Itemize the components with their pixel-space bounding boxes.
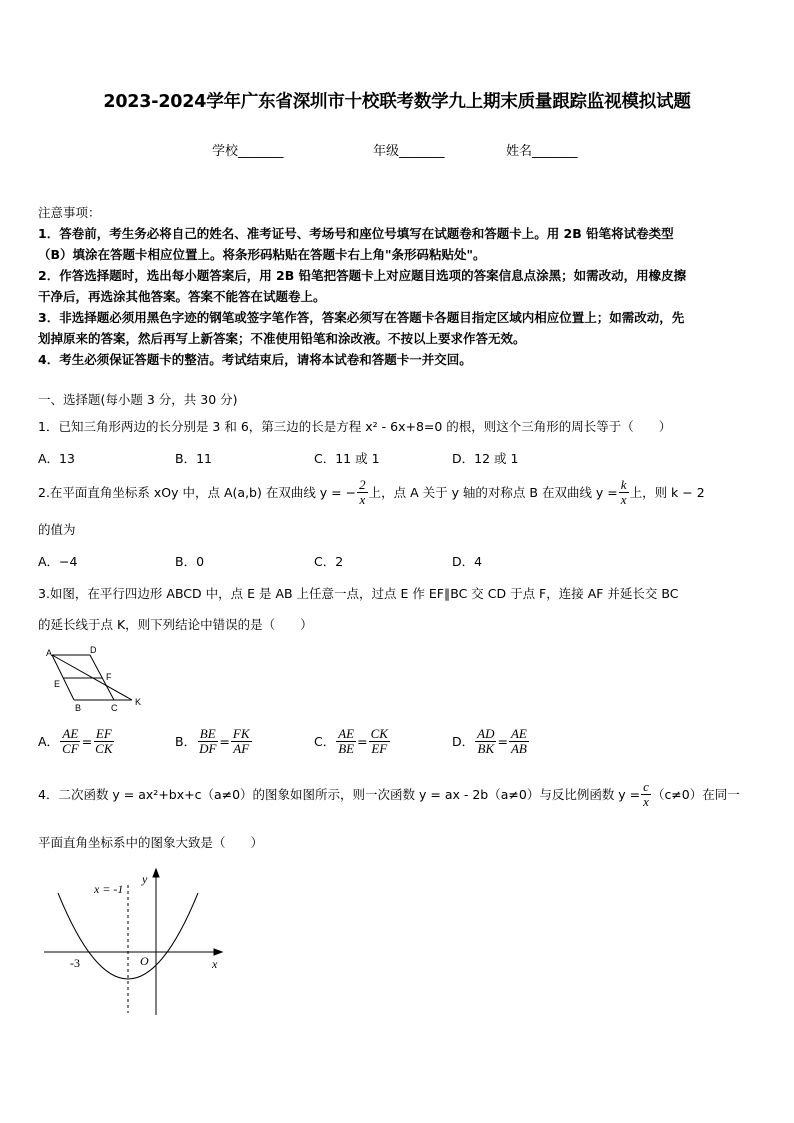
q2-option-d: D．4 xyxy=(452,554,483,569)
q2-fraction-1: $\frac{2}{x}$ xyxy=(359,476,366,507)
q2-text-part1: 2.在平面直角坐标系 xOy 中，点 A(a,b) 在双曲线 y = − xyxy=(38,485,357,500)
origin-label: O xyxy=(140,954,149,968)
name-field: 姓名_______ xyxy=(506,144,578,159)
figure-label-f: F xyxy=(106,672,112,682)
q3-option-a: A． $\frac{AE}{CF}$ = $\frac{EF}{CK}$ xyxy=(38,725,113,756)
notice-line: （B）填涂在答题卡相应位置上。将条形码粘贴在答题卡右上角"条形码粘贴处"。 xyxy=(38,247,486,262)
parallelogram-figure xyxy=(38,645,158,713)
grade-field: 年级_______ xyxy=(373,144,445,159)
root-label: -3 xyxy=(70,956,80,970)
q2-option-b: B．0 xyxy=(175,554,205,569)
q4-fraction: $\frac{c}{x}$ xyxy=(643,778,649,809)
figure-label-k: K xyxy=(135,697,142,707)
question-1: 1．已知三角形两边的长分别是 3 和 6，第三边的长是方程 x² - 6x+8=0 的根，则这个三角形的周长等于（ ） xyxy=(38,419,672,434)
question-4 xyxy=(38,776,740,812)
q2-text-part3: 上，则 k − 2 xyxy=(629,485,705,500)
notice-line: 3．非选择题必须用黑色字迹的钢笔或签字笔作答，答案必须写在答题卡各题目指定区域内相应位置上；如需改动，先 xyxy=(38,310,685,325)
q4-text-part1: 4．二次函数 y = ax²+bx+c（a≠0）的图象如图所示，则一次函数 y = ax - 2b（a≠0）与反比例函数 y = xyxy=(38,787,641,802)
figure-label-a: A xyxy=(46,648,53,658)
q3-line-2: 的延长线于点 K，则下列结论中错误的是（ ） xyxy=(38,617,313,632)
q1-option-b: B．11 xyxy=(175,451,212,466)
notice-line: 2．作答选择题时，选出每小题答案后，用 2B 铅笔把答题卡上对应题目选项的答案信息点涂黑；如需改动，用橡皮擦 xyxy=(38,268,687,283)
section-heading: 一、选择题(每小题 3 分，共 30 分) xyxy=(38,392,238,407)
q2-line-2: 的值为 xyxy=(38,522,76,537)
notice-heading: 注意事项： xyxy=(38,205,101,220)
q4-text-part2: （c≠0）在同一 xyxy=(651,787,740,802)
q2-fraction-2: $\frac{k}{x}$ xyxy=(620,476,627,507)
q1-option-c: C．11 或 1 xyxy=(314,451,380,466)
parabola-graph xyxy=(40,865,230,1020)
figure-label-c: C xyxy=(111,703,118,713)
q4-line-2: 平面直角坐标系中的图象大致是（ ） xyxy=(38,835,264,850)
school-field: 学校_______ xyxy=(212,144,284,159)
notice-line: 干净后，再选涂其他答案。答案不能答在试题卷上。 xyxy=(38,289,326,304)
question-2 xyxy=(38,474,705,510)
notice-line: 1．答卷前，考生务必将自己的姓名、准考证号、考场号和座位号填写在试题卷和答题卡上。用 2B 铅笔将试卷类型 xyxy=(38,226,674,241)
q2-text-part2: 上，点 A 关于 y 轴的对称点 B 在双曲线 y = xyxy=(368,485,618,500)
q3-option-b: B． $\frac{BE}{DF}$ = $\frac{FK}{AF}$ xyxy=(175,725,250,756)
figure-label-e: E xyxy=(54,679,61,689)
q3-option-d: D． $\frac{AD}{BK}$ = $\frac{AE}{AB}$ xyxy=(452,725,527,756)
figure-label-b: B xyxy=(75,703,82,713)
y-axis-label: y xyxy=(142,872,148,886)
q2-option-c: C．2 xyxy=(314,554,344,569)
q1-option-a: A．13 xyxy=(38,451,75,466)
figure-label-d: D xyxy=(90,645,97,655)
q2-option-a: A．−4 xyxy=(38,554,78,569)
notice-line: 4．考生必须保证答题卡的整洁。考试结束后，请将本试卷和答题卡一并交回。 xyxy=(38,352,472,367)
q3-option-c: C． $\frac{AE}{BE}$ = $\frac{CK}{EF}$ xyxy=(314,725,388,756)
notice-line: 划掉原来的答案，然后再写上新答案；不准使用铅笔和涂改液。不按以上要求作答无效。 xyxy=(38,331,526,346)
x-axis-label: x xyxy=(212,957,218,971)
q1-option-d: D．12 或 1 xyxy=(452,451,519,466)
axis-of-symmetry-label: x = -1 xyxy=(94,882,124,896)
question-3: 3.如图，在平行四边形 ABCD 中，点 E 是 AB 上任意一点，过点 E 作 EF∥BC 交 CD 于点 F，连接 AF 并延长交 BC xyxy=(38,586,679,601)
page-title: 2023-2024学年广东省深圳市十校联考数学九上期末质量跟踪监视模拟试题 xyxy=(103,92,691,112)
